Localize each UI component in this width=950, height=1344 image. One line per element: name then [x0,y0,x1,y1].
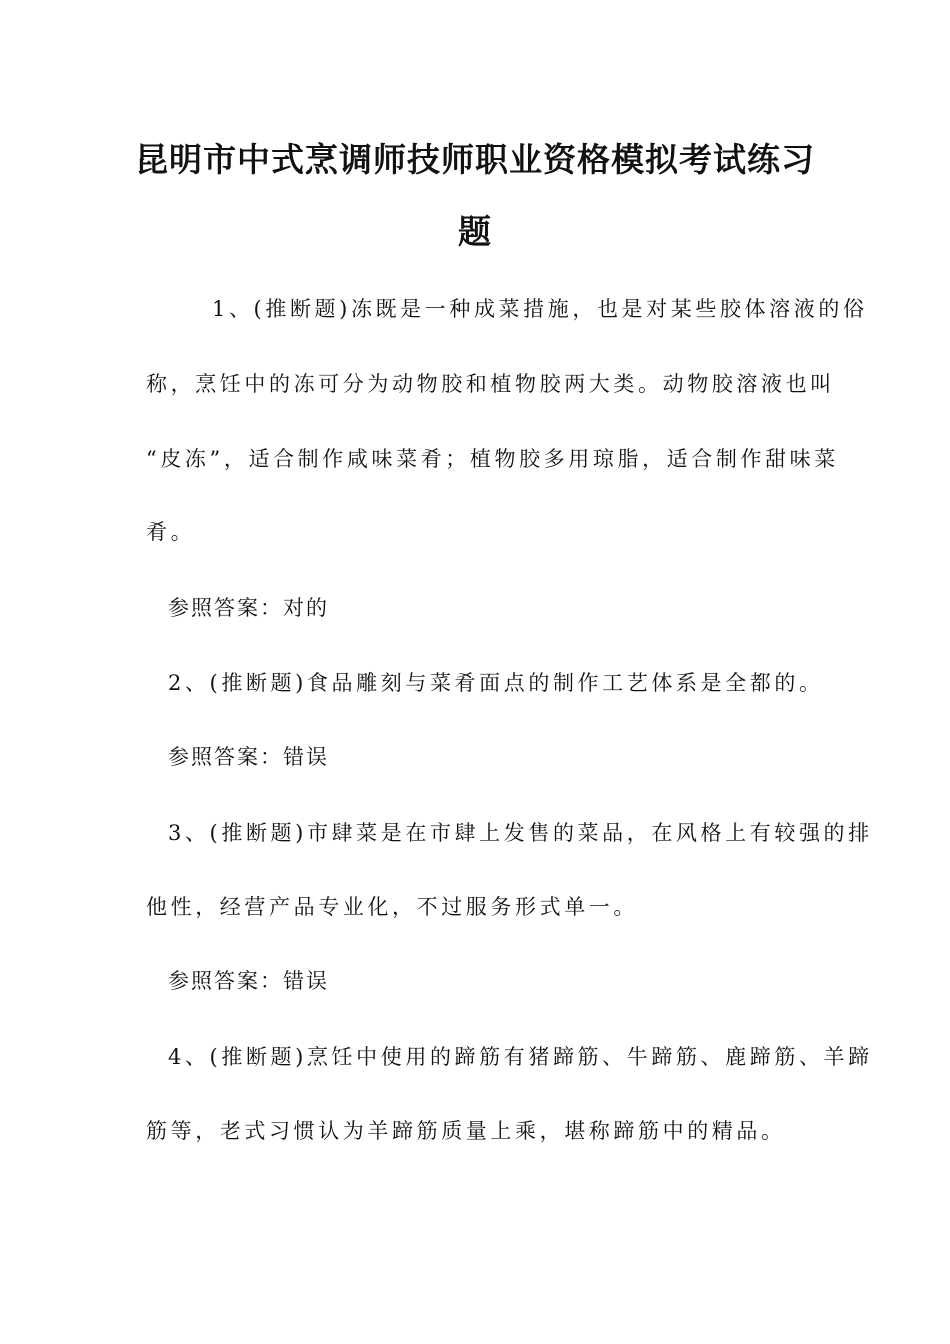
document-title-line-1: 昆明市中式烹调师技师职业资格模拟考试练习 [135,140,815,179]
question-1-line-2: 称，烹饪中的冻可分为动物胶和植物胶两大类。动物胶溶液也叫 [146,372,835,396]
question-3-line-1: 3、(推断题)市肆菜是在市肆上发售的菜品，在风格上有较强的排 [168,821,873,845]
question-3-line-2: 他性，经营产品专业化，不过服务形式单一。 [146,895,638,919]
question-1-line-3: “皮冻”，适合制作咸味菜肴；植物胶多用琼脂，适合制作甜味菜 [146,447,839,471]
question-2-answer: 参照答案：错误 [168,745,329,769]
document-title-line-2: 题 [458,212,492,251]
question-4-line-1: 4、(推断题)烹饪中使用的蹄筋有猪蹄筋、牛蹄筋、鹿蹄筋、羊蹄 [168,1045,873,1069]
question-1-answer: 参照答案：对的 [168,596,329,620]
question-1-line-1: 1、(推断题)冻既是一种成菜措施，也是对某些胶体溶液的俗 [212,297,868,321]
question-3-answer: 参照答案：错误 [168,969,329,993]
question-4-line-2: 筋等，老式习惯认为羊蹄筋质量上乘，堪称蹄筋中的精品。 [146,1119,786,1143]
question-2-line-1: 2、(推断题)食品雕刻与菜肴面点的制作工艺体系是全都的。 [168,671,824,695]
question-1-line-4: 肴。 [146,520,196,544]
